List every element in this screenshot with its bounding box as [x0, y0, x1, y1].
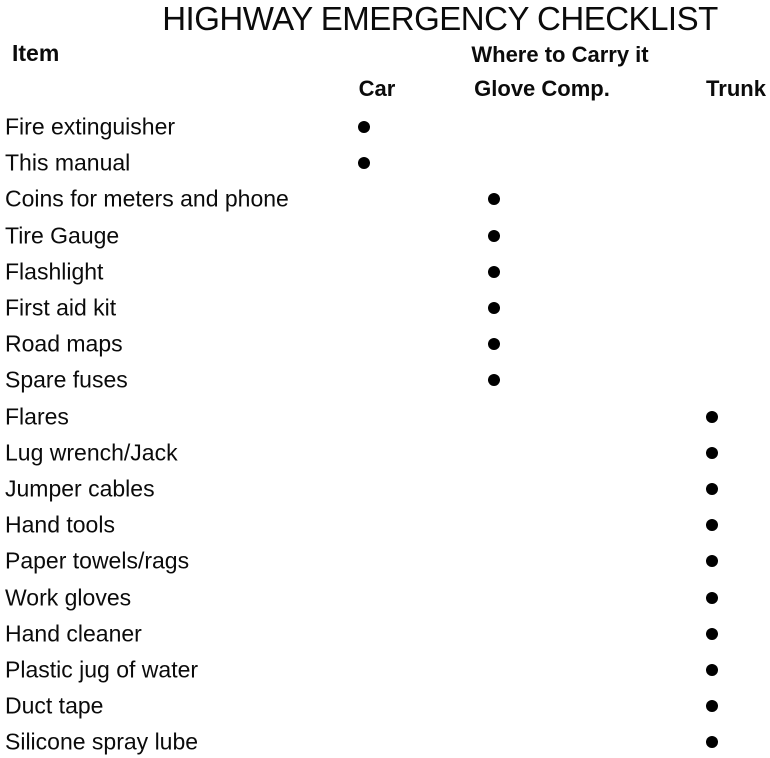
- checklist-row: [0, 543, 770, 579]
- item-label: Hand tools: [5, 511, 115, 538]
- trunk-cell: [698, 652, 726, 688]
- location-dot: [488, 193, 500, 205]
- glove-comp-cell: [480, 507, 508, 543]
- car-cell: [350, 688, 378, 724]
- location-dot: [488, 338, 500, 350]
- location-dot: [706, 447, 718, 459]
- trunk-cell: [698, 362, 726, 398]
- item-column-header: Item: [12, 40, 60, 66]
- location-dot: [706, 736, 718, 748]
- checklist-row: [0, 579, 770, 615]
- checklist-row: [0, 109, 770, 145]
- location-dot: [706, 700, 718, 712]
- checklist-row: [0, 652, 770, 688]
- item-label: This manual: [5, 149, 131, 176]
- car-cell: [350, 181, 378, 217]
- location-dot: [706, 628, 718, 640]
- car-cell: [350, 254, 378, 290]
- trunk-cell: [698, 399, 726, 435]
- car-cell: [350, 218, 378, 254]
- trunk-cell: [698, 616, 726, 652]
- car-cell: [350, 579, 378, 615]
- where-to-carry-header: Where to Carry it: [471, 42, 649, 67]
- checklist-row: [0, 471, 770, 507]
- item-label: Fire extinguisher: [5, 113, 176, 140]
- item-label: Flashlight: [5, 258, 104, 285]
- trunk-cell: [698, 543, 726, 579]
- trunk-cell: [698, 290, 726, 326]
- car-cell: [350, 399, 378, 435]
- checklist-row: [0, 362, 770, 398]
- car-cell: [350, 507, 378, 543]
- glove-comp-cell: [480, 362, 508, 398]
- checklist-row: [0, 688, 770, 724]
- location-dot: [706, 519, 718, 531]
- page-title: HIGHWAY EMERGENCY CHECKLIST: [162, 0, 718, 37]
- checklist-row: [0, 326, 770, 362]
- item-label: Jumper cables: [5, 475, 155, 502]
- location-dot: [706, 664, 718, 676]
- item-label: Plastic jug of water: [5, 656, 199, 683]
- location-dot: [488, 302, 500, 314]
- glove-comp-cell: [480, 218, 508, 254]
- trunk-cell: [698, 326, 726, 362]
- trunk-cell: [698, 724, 726, 758]
- glove-comp-cell: [480, 471, 508, 507]
- glove-comp-cell: [480, 543, 508, 579]
- glove-comp-cell: [480, 290, 508, 326]
- item-label: First aid kit: [5, 294, 117, 321]
- item-label: Tire Gauge: [5, 222, 120, 249]
- glove-comp-cell: [480, 688, 508, 724]
- trunk-cell: [698, 145, 726, 181]
- checklist-row: [0, 254, 770, 290]
- checklist-row: [0, 290, 770, 326]
- trunk-cell: [698, 579, 726, 615]
- glove-comp-cell: [480, 724, 508, 758]
- location-dot: [358, 157, 370, 169]
- trunk-cell: [698, 471, 726, 507]
- checklist-row: [0, 218, 770, 254]
- car-cell: [350, 652, 378, 688]
- location-dot: [706, 592, 718, 604]
- checklist-rows: [0, 109, 770, 758]
- location-dot: [706, 483, 718, 495]
- checklist-row: [0, 145, 770, 181]
- car-cell: [350, 471, 378, 507]
- glove-comp-cell: [480, 254, 508, 290]
- location-dot: [706, 411, 718, 423]
- car-cell: [350, 290, 378, 326]
- car-cell: [350, 362, 378, 398]
- car-cell: [350, 109, 378, 145]
- glove-comp-cell: [480, 181, 508, 217]
- item-label: Hand cleaner: [5, 620, 142, 647]
- checklist-row: [0, 181, 770, 217]
- location-dot: [488, 230, 500, 242]
- checklist-row: [0, 435, 770, 471]
- item-label: Lug wrench/Jack: [5, 439, 178, 466]
- location-dot: [488, 266, 500, 278]
- car-cell: [350, 724, 378, 758]
- car-cell: [350, 145, 378, 181]
- trunk-cell: [698, 218, 726, 254]
- glove-comp-cell: [480, 399, 508, 435]
- glove-comp-cell: [480, 652, 508, 688]
- trunk-cell: [698, 688, 726, 724]
- checklist-row: [0, 724, 770, 758]
- location-dot: [358, 121, 370, 133]
- column-header-car: Car: [358, 76, 396, 101]
- glove-comp-cell: [480, 109, 508, 145]
- location-dot: [488, 374, 500, 386]
- checklist-row: [0, 616, 770, 652]
- car-cell: [350, 326, 378, 362]
- car-cell: [350, 616, 378, 652]
- trunk-cell: [698, 109, 726, 145]
- checklist-row: [0, 507, 770, 543]
- glove-comp-cell: [480, 616, 508, 652]
- column-header-trunk: Trunk: [706, 76, 766, 101]
- item-label: Paper towels/rags: [5, 547, 190, 574]
- glove-comp-cell: [480, 326, 508, 362]
- trunk-cell: [698, 181, 726, 217]
- item-label: Road maps: [5, 330, 123, 357]
- trunk-cell: [698, 254, 726, 290]
- car-cell: [350, 543, 378, 579]
- column-header-glove-comp: Glove Comp.: [474, 76, 610, 101]
- item-label: Duct tape: [5, 692, 104, 719]
- car-cell: [350, 435, 378, 471]
- glove-comp-cell: [480, 145, 508, 181]
- checklist-row: [0, 399, 770, 435]
- item-label: Coins for meters and phone: [5, 185, 289, 212]
- item-label: Silicone spray lube: [5, 728, 199, 755]
- trunk-cell: [698, 507, 726, 543]
- glove-comp-cell: [480, 579, 508, 615]
- item-label: Flares: [5, 403, 69, 430]
- glove-comp-cell: [480, 435, 508, 471]
- trunk-cell: [698, 435, 726, 471]
- item-label: Spare fuses: [5, 366, 128, 393]
- item-label: Work gloves: [5, 584, 132, 611]
- location-dot: [706, 555, 718, 567]
